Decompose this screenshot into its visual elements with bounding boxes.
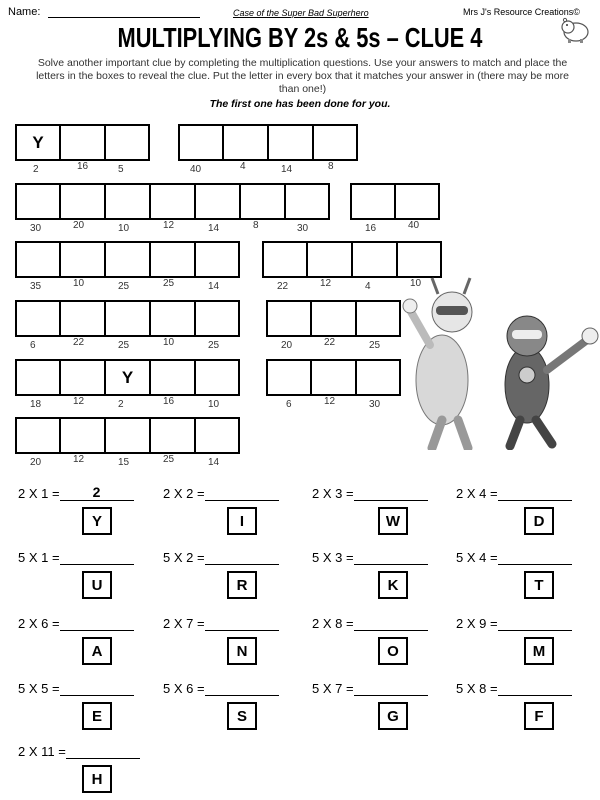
question-text: 5 X 6 = xyxy=(163,681,205,696)
clue-number: 12 xyxy=(73,396,85,407)
clue-number: 6 xyxy=(286,399,292,410)
question-text: 2 X 7 = xyxy=(163,616,205,631)
answer-letter-box: E xyxy=(82,702,112,730)
clue-letter-box[interactable] xyxy=(150,241,195,278)
question-text: 2 X 6 = xyxy=(18,616,60,631)
clue-number: 12 xyxy=(324,396,336,407)
answer-letter-box: M xyxy=(524,637,554,665)
question-equation xyxy=(163,616,279,631)
clue-number: 40 xyxy=(190,164,202,175)
clue-number: 18 xyxy=(30,399,42,410)
answer-letter-box: Y xyxy=(82,507,112,535)
clue-number: 20 xyxy=(281,340,293,351)
clue-letter-box[interactable] xyxy=(105,300,150,337)
question-equation xyxy=(312,486,428,501)
worksheet-subtitle: Case of the Super Bad Superhero xyxy=(233,8,369,18)
clue-letter-box[interactable] xyxy=(266,359,311,396)
clue-number: 25 xyxy=(163,278,175,289)
question-equation xyxy=(18,486,134,501)
name-field[interactable] xyxy=(48,17,200,18)
clue-letter-box[interactable] xyxy=(178,124,223,161)
clue-letter-box[interactable] xyxy=(105,241,150,278)
answer-letter-box: A xyxy=(82,637,112,665)
clue-number: 10 xyxy=(118,223,130,234)
clue-number: 10 xyxy=(208,399,220,410)
clue-box-group xyxy=(15,417,240,454)
clue-number: 16 xyxy=(365,223,377,234)
question-text: 5 X 3 = xyxy=(312,550,354,565)
answer-blank[interactable] xyxy=(205,681,279,696)
question-text: 5 X 1 = xyxy=(18,550,60,565)
question-equation xyxy=(456,616,572,631)
question-text: 2 X 11 = xyxy=(18,744,66,759)
answer-blank[interactable] xyxy=(205,486,279,501)
clue-number: 14 xyxy=(281,164,293,175)
clue-number: 30 xyxy=(369,399,381,410)
clue-letter-box[interactable] xyxy=(356,300,401,337)
clue-letter-box[interactable] xyxy=(15,300,60,337)
clue-letter-box[interactable] xyxy=(60,359,105,396)
clue-letter-box[interactable] xyxy=(15,241,60,278)
answer-letter-box: U xyxy=(82,571,112,599)
question-text: 2 X 8 = xyxy=(312,616,354,631)
answer-blank[interactable] xyxy=(354,616,428,631)
clue-number: 40 xyxy=(408,220,420,231)
clue-box-group xyxy=(15,359,240,396)
answer-letter-box: S xyxy=(227,702,257,730)
clue-letter-box[interactable] xyxy=(240,183,285,220)
clue-letter-box[interactable] xyxy=(311,359,356,396)
clue-number: 22 xyxy=(277,281,289,292)
clue-box-group xyxy=(266,359,401,396)
answer-letter-box: W xyxy=(378,507,408,535)
question-text: 2 X 3 = xyxy=(312,486,354,501)
clue-letter-box[interactable] xyxy=(150,183,195,220)
clue-box-group xyxy=(266,300,401,337)
clue-letter-box[interactable] xyxy=(195,417,240,454)
clue-number: 22 xyxy=(324,337,336,348)
clue-number: 5 xyxy=(118,164,124,175)
superhero-illustration-icon xyxy=(402,270,600,450)
question-equation xyxy=(163,486,279,501)
answer-blank[interactable] xyxy=(498,681,572,696)
answer-blank[interactable] xyxy=(60,681,134,696)
clue-letter-box[interactable] xyxy=(285,183,330,220)
answer-letter-box: F xyxy=(524,702,554,730)
clue-letter-box[interactable] xyxy=(395,183,440,220)
answer-blank[interactable] xyxy=(498,486,572,501)
clue-letter-box[interactable] xyxy=(60,417,105,454)
instructions-text: Solve another important clue by completing the multiplication questions. Use your answers to match and place the letters in the boxes to reveal the clue. Put the letter in every box that it matches your answer in (there may be more than one!) xyxy=(36,57,569,95)
clue-number: 12 xyxy=(73,454,85,465)
clue-letter-box[interactable]: Y xyxy=(15,124,60,161)
clue-letter-box[interactable] xyxy=(311,300,356,337)
clue-letter-box[interactable] xyxy=(195,241,240,278)
answer-letter-box: K xyxy=(378,571,408,599)
question-text: 5 X 4 = xyxy=(456,550,498,565)
clue-letter-box[interactable] xyxy=(195,359,240,396)
clue-number: 2 xyxy=(33,164,39,175)
question-text: 2 X 2 = xyxy=(163,486,205,501)
clue-number: 8 xyxy=(253,220,259,231)
question-text: 2 X 1 = xyxy=(18,486,60,501)
clue-letter-box[interactable] xyxy=(150,417,195,454)
clue-letter-box[interactable] xyxy=(15,417,60,454)
clue-letter-box[interactable] xyxy=(60,183,105,220)
clue-letter-box[interactable] xyxy=(195,183,240,220)
clue-letter-box[interactable] xyxy=(262,241,307,278)
clue-number: 12 xyxy=(320,278,332,289)
clue-number: 14 xyxy=(208,223,220,234)
clue-letter-box[interactable] xyxy=(15,183,60,220)
clue-number: 16 xyxy=(163,396,175,407)
name-label: Name: xyxy=(8,6,41,18)
answer-blank[interactable]: 2 xyxy=(60,486,134,501)
answer-blank[interactable] xyxy=(60,616,134,631)
clue-box-group xyxy=(178,124,358,161)
clue-letter-box[interactable] xyxy=(150,300,195,337)
credit-text: Mrs J's Resource Creations© xyxy=(463,7,580,17)
clue-number: 22 xyxy=(73,337,85,348)
clue-number: 2 xyxy=(118,399,124,410)
clue-number: 25 xyxy=(369,340,381,351)
clue-number: 25 xyxy=(118,340,130,351)
clue-letter-box[interactable] xyxy=(223,124,268,161)
clue-number: 16 xyxy=(77,161,89,172)
clue-number: 20 xyxy=(30,457,42,468)
clue-box-group xyxy=(15,124,150,161)
clue-letter-box[interactable] xyxy=(15,359,60,396)
clue-number: 6 xyxy=(30,340,36,351)
clue-letter-box[interactable] xyxy=(307,241,352,278)
clue-number: 10 xyxy=(163,337,175,348)
question-equation xyxy=(18,681,134,696)
clue-letter-box[interactable] xyxy=(350,183,395,220)
clue-number: 25 xyxy=(163,454,175,465)
clue-number: 4 xyxy=(240,161,246,172)
answer-blank[interactable] xyxy=(354,550,428,565)
clue-number: 10 xyxy=(410,278,422,289)
clue-number: 10 xyxy=(73,278,85,289)
clue-letter-box[interactable] xyxy=(150,359,195,396)
answer-blank[interactable] xyxy=(205,550,279,565)
clue-box-group xyxy=(15,183,330,220)
clue-number: 25 xyxy=(208,340,220,351)
answer-letter-box: H xyxy=(82,765,112,793)
question-text: 5 X 5 = xyxy=(18,681,60,696)
clue-letter-box[interactable] xyxy=(105,183,150,220)
question-equation xyxy=(456,486,572,501)
clue-letter-box[interactable] xyxy=(105,417,150,454)
clue-box-group xyxy=(15,241,240,278)
question-text: 2 X 9 = xyxy=(456,616,498,631)
question-equation xyxy=(312,616,428,631)
clue-letter-box[interactable] xyxy=(60,124,105,161)
answer-letter-box: O xyxy=(378,637,408,665)
clue-letter-box[interactable] xyxy=(105,124,150,161)
answer-blank[interactable] xyxy=(354,486,428,501)
question-equation xyxy=(18,744,140,759)
clue-number: 14 xyxy=(208,457,220,468)
answer-blank[interactable] xyxy=(498,550,572,565)
answer-blank[interactable] xyxy=(66,744,140,759)
hippo-logo-icon xyxy=(560,14,590,44)
answer-blank[interactable] xyxy=(205,616,279,631)
clue-number: 4 xyxy=(365,281,371,292)
clue-box-group xyxy=(350,183,440,220)
question-equation xyxy=(18,616,134,631)
answer-blank[interactable] xyxy=(60,550,134,565)
answer-blank[interactable] xyxy=(354,681,428,696)
question-text: 5 X 8 = xyxy=(456,681,498,696)
clue-letter-box[interactable] xyxy=(352,241,397,278)
clue-letter-box[interactable] xyxy=(195,300,240,337)
question-equation xyxy=(163,550,279,565)
question-text: 2 X 4 = xyxy=(456,486,498,501)
question-equation xyxy=(456,681,572,696)
clue-number: 35 xyxy=(30,281,42,292)
clue-number: 30 xyxy=(297,223,309,234)
clue-letter-box[interactable]: Y xyxy=(105,359,150,396)
clue-letter-box[interactable] xyxy=(356,359,401,396)
question-equation xyxy=(163,681,279,696)
clue-number: 20 xyxy=(73,220,85,231)
question-equation xyxy=(18,550,134,565)
clue-letter-box[interactable] xyxy=(60,241,105,278)
clue-number: 15 xyxy=(118,457,130,468)
answer-letter-box: T xyxy=(524,571,554,599)
clue-number: 14 xyxy=(208,281,220,292)
clue-letter-box[interactable] xyxy=(313,124,358,161)
clue-letter-box[interactable] xyxy=(60,300,105,337)
question-equation xyxy=(312,681,428,696)
clue-number: 25 xyxy=(118,281,130,292)
question-text: 5 X 2 = xyxy=(163,550,205,565)
answer-letter-box: I xyxy=(227,507,257,535)
question-equation xyxy=(312,550,428,565)
clue-letter-box[interactable] xyxy=(268,124,313,161)
page-title: MULTIPLYING BY 2s & 5s – CLUE 4 xyxy=(117,22,483,53)
answer-letter-box: R xyxy=(227,571,257,599)
answer-blank[interactable] xyxy=(498,616,572,631)
answer-letter-box: N xyxy=(227,637,257,665)
example-note: The first one has been done for you. xyxy=(209,98,391,110)
question-equation xyxy=(456,550,572,565)
clue-box-group xyxy=(15,300,240,337)
clue-number: 8 xyxy=(328,161,334,172)
clue-number: 12 xyxy=(163,220,175,231)
answer-letter-box: D xyxy=(524,507,554,535)
clue-number: 30 xyxy=(30,223,42,234)
question-text: 5 X 7 = xyxy=(312,681,354,696)
answer-letter-box: G xyxy=(378,702,408,730)
clue-letter-box[interactable] xyxy=(266,300,311,337)
